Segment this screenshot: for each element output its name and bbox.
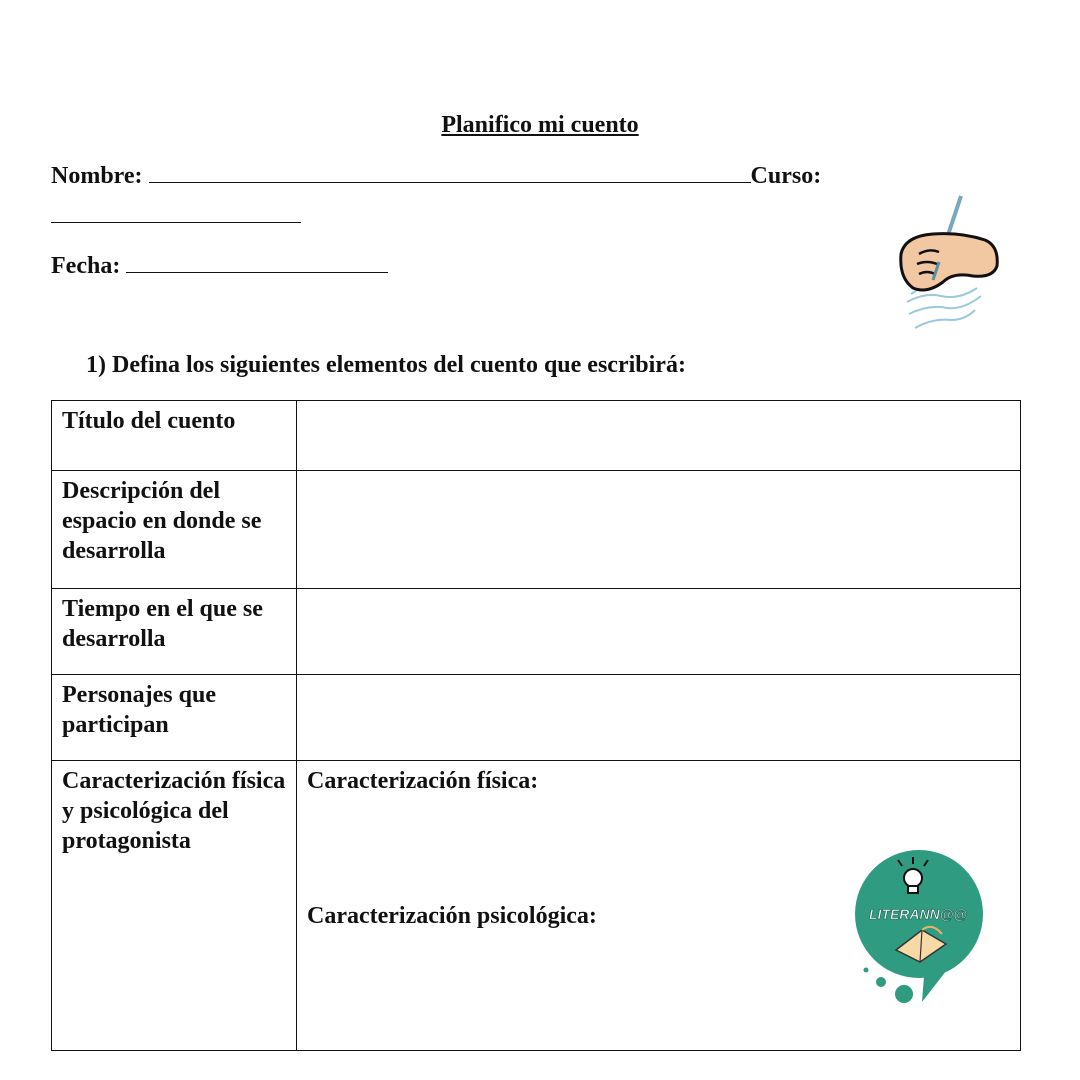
table-row	[52, 675, 1021, 761]
caracterizacion-psicologica-label: Caracterización psicológica:	[307, 903, 597, 929]
nombre-field[interactable]	[149, 160, 751, 183]
instruction-text: 1) Defina los siguientes elementos del cuento que escribirá:	[86, 352, 686, 378]
table-row	[52, 589, 1021, 675]
caracterizacion-fisica-label: Caracterización física:	[307, 768, 539, 794]
fecha-label: Fecha:	[51, 253, 121, 279]
fecha-field[interactable]	[126, 250, 388, 273]
table-row	[52, 401, 1021, 471]
curso-line-row	[51, 200, 301, 230]
fecha-row	[51, 250, 388, 280]
nombre-label: Nombre:	[51, 163, 143, 189]
logo-text: LITERANN@@	[868, 906, 968, 922]
literann-logo	[852, 826, 984, 1006]
curso-label: Curso:	[750, 163, 822, 189]
row-label: Descripción del espacio en donde se desarrolla	[52, 471, 297, 589]
page-title: Planifico mi cuento	[441, 112, 639, 138]
table-row	[52, 471, 1021, 589]
nombre-row	[51, 160, 821, 190]
row-label: Caracterización física y psicológica del protagonista	[52, 761, 297, 1051]
answer-cell[interactable]	[297, 675, 1021, 761]
row-label: Título del cuento	[52, 401, 297, 471]
answer-cell[interactable]	[297, 471, 1021, 589]
answer-cell[interactable]	[297, 589, 1021, 675]
answer-cell[interactable]	[297, 401, 1021, 471]
writing-hand-icon	[895, 192, 1000, 342]
row-label: Personajes que participan	[52, 675, 297, 761]
curso-field[interactable]	[51, 200, 301, 223]
row-label: Tiempo en el que se desarrolla	[52, 589, 297, 675]
